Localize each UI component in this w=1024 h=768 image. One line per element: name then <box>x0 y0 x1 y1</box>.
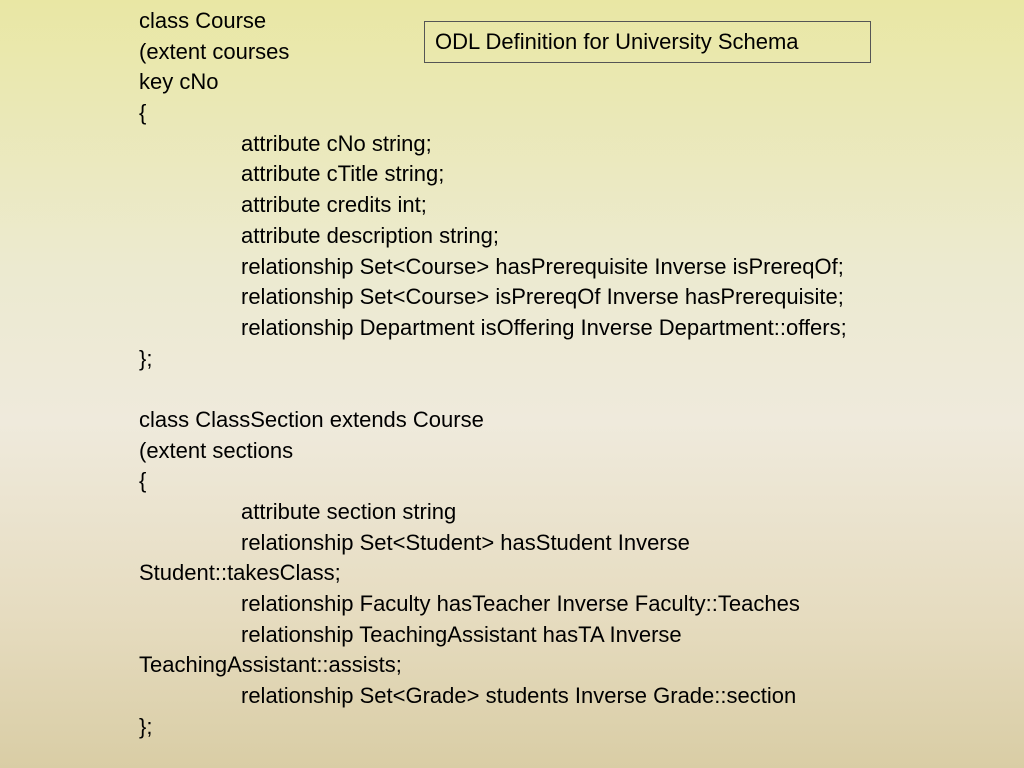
odl-code-block <box>139 6 847 743</box>
course-attr-credits: attribute credits int; <box>241 192 427 218</box>
course-rel-isoffering: relationship Department isOffering Inverse Department::offers; <box>241 314 847 340</box>
section-class-line: class ClassSection extends Course <box>139 406 484 432</box>
section-rel-hasta: relationship TeachingAssistant hasTA Inverse <box>241 621 682 647</box>
course-attr-ctitle: attribute cTitle string; <box>241 161 445 187</box>
course-rel-hasprerequisite: relationship Set<Course> hasPrerequisite Inverse isPrereqOf; <box>241 253 844 279</box>
course-open-brace: { <box>139 100 147 126</box>
section-rel-hasta-cont: TeachingAssistant::assists; <box>139 652 402 678</box>
course-rel-isprereqof: relationship Set<Course> isPrereqOf Inverse hasPrerequisite; <box>241 284 844 310</box>
blank-line <box>139 374 847 405</box>
course-attr-cno: attribute cNo string; <box>241 130 432 156</box>
course-key-line: key cNo <box>139 69 219 95</box>
section-rel-hasstudent-cont: Student::takesClass; <box>139 560 341 586</box>
section-rel-students: relationship Set<Grade> students Inverse Grade::section <box>241 683 797 709</box>
course-class-line: class Course <box>139 8 267 33</box>
section-rel-hasstudent: relationship Set<Student> hasStudent Inverse <box>241 529 690 555</box>
course-close-brace: }; <box>139 345 153 371</box>
course-attr-description: attribute description string; <box>241 222 500 248</box>
section-close-brace: }; <box>139 713 153 739</box>
section-open-brace: { <box>139 468 147 494</box>
section-attr-section: attribute section string <box>241 499 457 524</box>
course-extent-line: (extent courses <box>139 38 290 64</box>
slide-title-box: ODL Definition for University Schema <box>424 21 871 63</box>
section-rel-hasteacher: relationship Faculty hasTeacher Inverse Faculty::Teaches <box>241 591 800 617</box>
section-extent-line: (extent sections <box>139 437 294 463</box>
